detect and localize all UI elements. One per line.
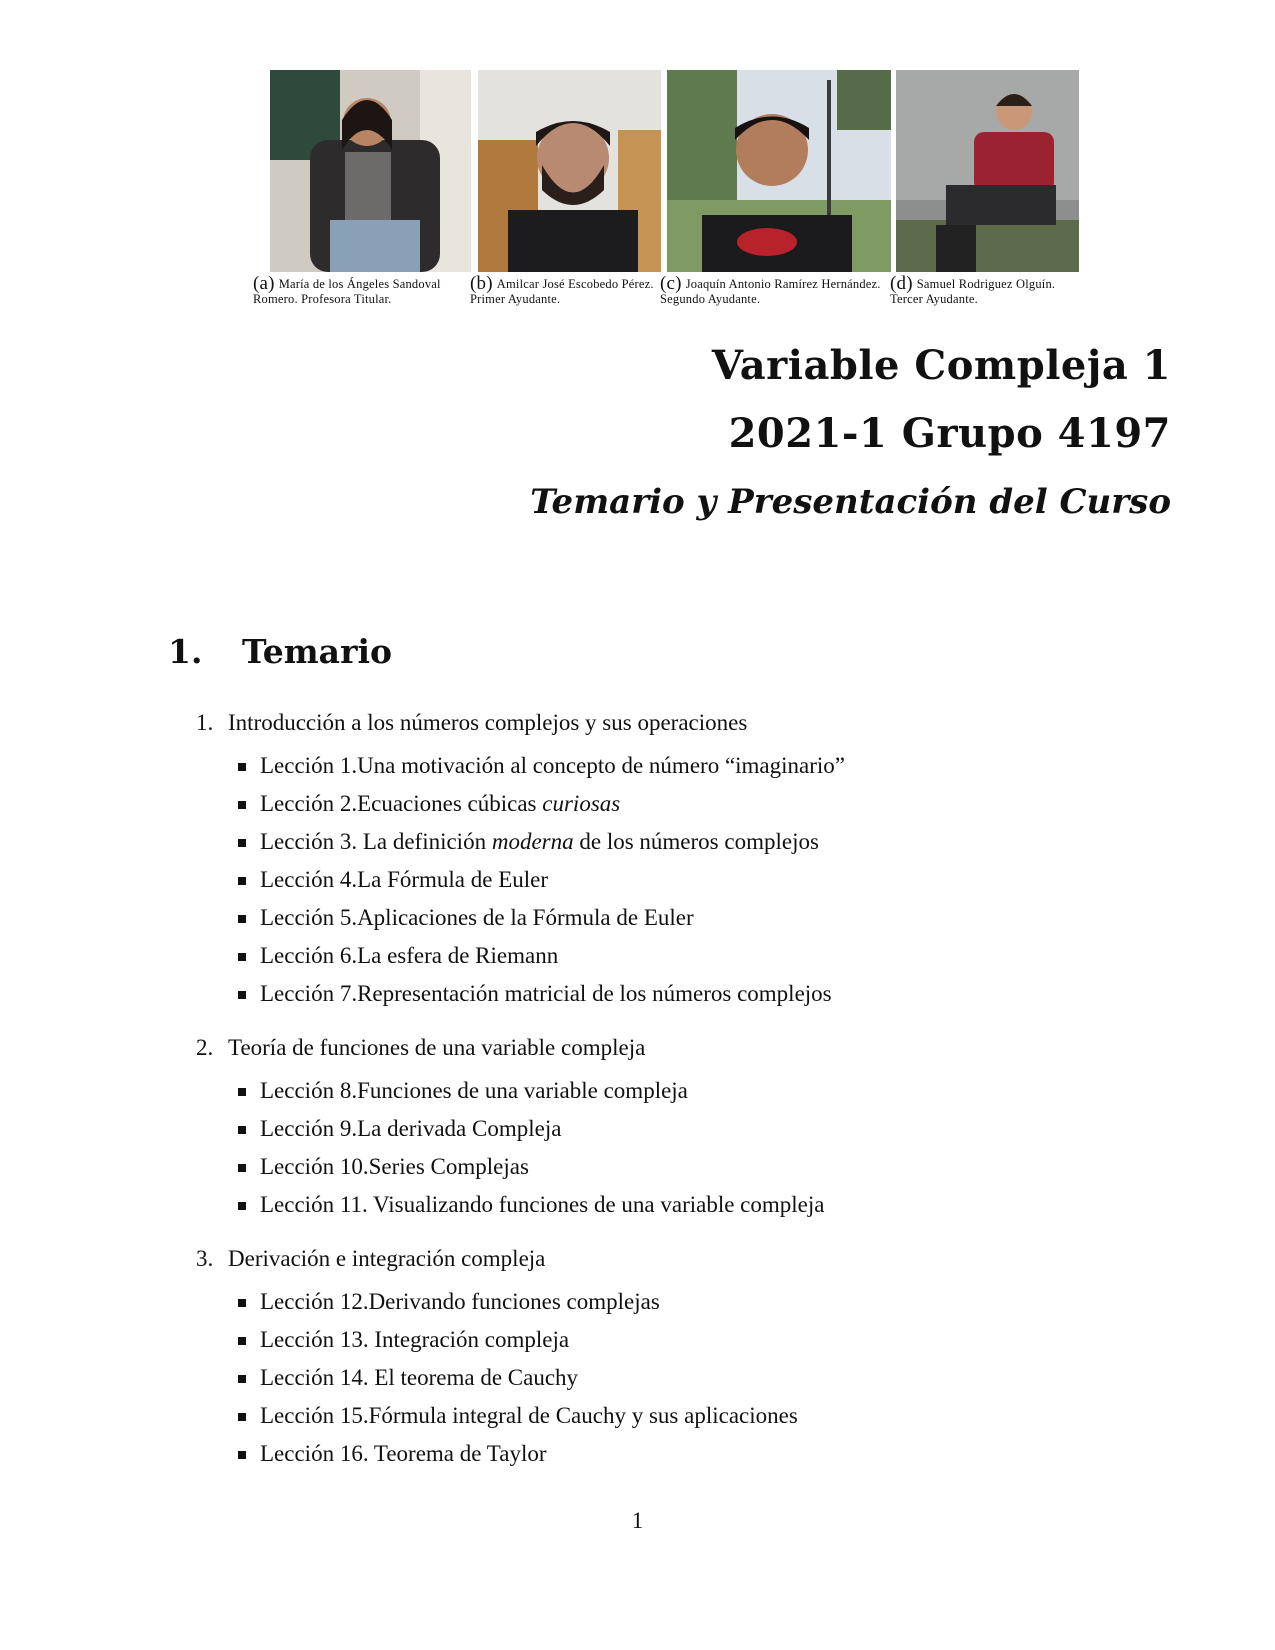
- lesson-item: Lección 12.Derivando funciones complejas: [260, 1288, 1196, 1326]
- topic-title: Derivación e integración compleja: [228, 1246, 546, 1271]
- figure-caption: (c) Joaquín Antonio Ramírez Hernández. Segundo Ayudante.: [660, 273, 881, 306]
- course-group: 2021-1 Grupo 4197: [728, 410, 1171, 457]
- topic-title: Teoría de funciones de una variable compleja: [228, 1035, 646, 1060]
- topic-heading: [196, 1031, 1196, 1077]
- lesson-list: [196, 1077, 1196, 1229]
- page-number: 1: [631, 1508, 644, 1533]
- section-title: Temario: [242, 632, 392, 671]
- topic-number: 1.: [196, 710, 214, 735]
- photo-second-assistant: [667, 70, 891, 272]
- topic-number: 3.: [196, 1246, 214, 1271]
- syllabus-topic: [196, 1242, 1196, 1478]
- lesson-item: Lección 13. Integración compleja: [260, 1326, 1196, 1364]
- lesson-item: Lección 4.La Fórmula de Euler: [260, 866, 1196, 904]
- lesson-item: Lección 14. El teorema de Cauchy: [260, 1364, 1196, 1402]
- lesson-item: Lección 1.Una motivación al concepto de número “imaginario”: [260, 752, 1196, 790]
- topic-heading: [196, 706, 1196, 752]
- lesson-item: Lección 8.Funciones de una variable compleja: [260, 1077, 1196, 1115]
- lesson-item: Lección 5.Aplicaciones de la Fórmula de Euler: [260, 904, 1196, 942]
- section-number: 1.: [168, 632, 203, 671]
- lesson-item: Lección 11. Visualizando funciones de una variable compleja: [260, 1191, 1196, 1229]
- lesson-item: Lección 15.Fórmula integral de Cauchy y sus aplicaciones: [260, 1402, 1196, 1440]
- lesson-list: [196, 752, 1196, 1018]
- topic-number: 2.: [196, 1035, 214, 1060]
- figure-caption: (d) Samuel Rodriguez Olguín. Tercer Ayudante.: [890, 273, 1056, 306]
- lesson-item: Lección 3. La definición moderna de los números complejos: [260, 828, 1196, 866]
- lesson-item: Lección 16. Teorema de Taylor: [260, 1440, 1196, 1478]
- section-heading: [168, 632, 392, 671]
- course-subtitle: Temario y Presentación del Curso: [530, 482, 1171, 522]
- figure-caption: (b) Amilcar José Escobedo Pérez. Primer Ayudante.: [470, 273, 654, 306]
- topic-title: Introducción a los números complejos y sus operaciones: [228, 710, 748, 735]
- syllabus-list: [196, 706, 1196, 1491]
- lesson-item: Lección 9.La derivada Compleja: [260, 1115, 1196, 1153]
- course-title: Variable Compleja 1: [711, 342, 1171, 389]
- syllabus-topic: [196, 1031, 1196, 1229]
- lesson-item: Lección 6.La esfera de Riemann: [260, 942, 1196, 980]
- topic-heading: [196, 1242, 1196, 1288]
- lesson-item: Lección 2.Ecuaciones cúbicas curiosas: [260, 790, 1196, 828]
- photo-professor: [270, 70, 471, 272]
- lesson-list: [196, 1288, 1196, 1478]
- photo-first-assistant: [478, 70, 661, 272]
- photo-third-assistant: [896, 70, 1079, 272]
- lesson-item: Lección 10.Series Complejas: [260, 1153, 1196, 1191]
- syllabus-topic: [196, 706, 1196, 1018]
- lesson-item: Lección 7.Representación matricial de los números complejos: [260, 980, 1196, 1018]
- figure-caption: (a) María de los Ángeles Sandoval Romero. Profesora Titular.: [253, 273, 441, 306]
